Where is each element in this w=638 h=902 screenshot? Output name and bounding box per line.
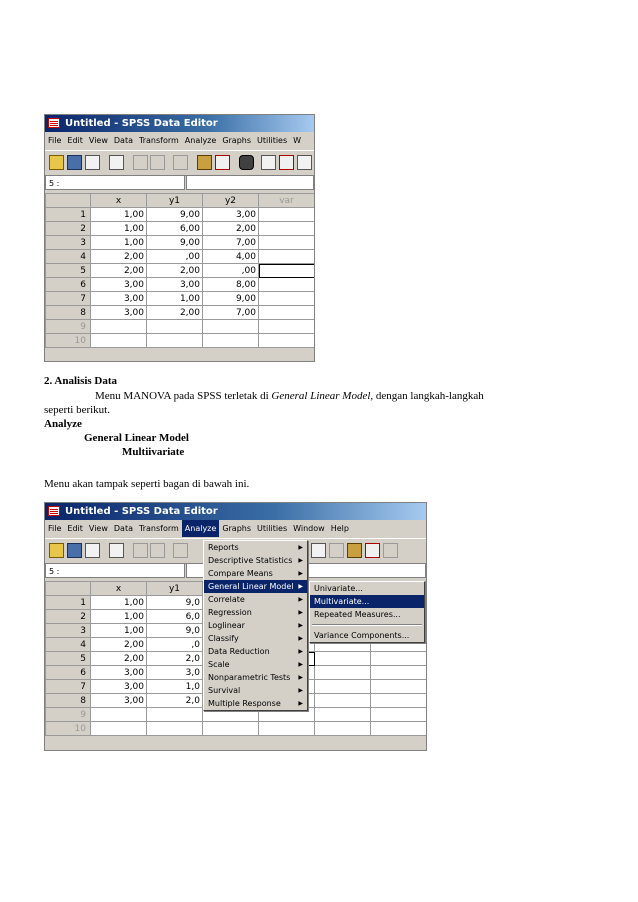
menu-data[interactable]: Data — [113, 524, 133, 533]
dialog-recall-icon[interactable] — [109, 543, 124, 558]
cell[interactable] — [147, 334, 203, 348]
menubar — [45, 132, 314, 149]
column-header[interactable]: var — [259, 194, 315, 208]
submenu-arrow-icon: ▶ — [298, 700, 303, 707]
row-number[interactable]: 1 — [46, 208, 91, 222]
column-header[interactable]: x — [91, 582, 147, 596]
column-header[interactable]: y1 — [147, 582, 203, 596]
menu-view[interactable]: View — [88, 524, 108, 533]
cell[interactable] — [203, 722, 259, 736]
cell[interactable] — [91, 708, 147, 722]
submenu-arrow-icon: ▶ — [298, 596, 303, 603]
submenu-arrow-icon: ▶ — [298, 544, 303, 551]
cell[interactable] — [259, 334, 315, 348]
cell[interactable] — [147, 722, 203, 736]
cell[interactable] — [371, 694, 427, 708]
menu-analyze[interactable]: Analyze — [182, 520, 220, 537]
spss-screenshot-2 — [44, 502, 427, 751]
cell[interactable]: 1,00 — [147, 292, 203, 306]
cell[interactable] — [259, 320, 315, 334]
row-number[interactable]: 3 — [46, 624, 91, 638]
table-row — [46, 250, 315, 264]
window-titlebar — [45, 503, 426, 520]
cell[interactable]: 2,0 — [147, 694, 203, 708]
table-row — [46, 222, 315, 236]
cell[interactable] — [91, 320, 147, 334]
cell[interactable]: 2,00 — [203, 222, 259, 236]
menu-window[interactable]: Window — [293, 524, 325, 533]
cell[interactable]: 3,00 — [91, 680, 147, 694]
menu-graphs[interactable]: Graphs — [222, 524, 252, 533]
select-cases-icon[interactable] — [347, 543, 362, 558]
toolbar — [45, 150, 314, 176]
insert-case-icon[interactable] — [261, 155, 276, 170]
cell[interactable]: 3,00 — [91, 666, 147, 680]
menu-data[interactable]: Data — [113, 136, 133, 145]
menu-separator — [312, 624, 422, 626]
row-number[interactable]: 9 — [46, 708, 91, 722]
submenu-arrow-icon: ▶ — [298, 570, 303, 577]
paragraph-line-2: seperti berikut. — [44, 404, 110, 416]
menu-item-label: Reports — [208, 543, 239, 552]
cell[interactable]: 1,00 — [91, 610, 147, 624]
cell[interactable] — [371, 708, 427, 722]
menu-edit[interactable]: Edit — [67, 524, 83, 533]
submenu-arrow-icon: ▶ — [298, 622, 303, 629]
table-row — [46, 208, 315, 222]
column-header[interactable]: y2 — [203, 194, 259, 208]
cell-editor[interactable] — [186, 175, 314, 190]
menu-utilities[interactable]: Utilities — [257, 136, 288, 145]
cell[interactable] — [315, 666, 371, 680]
table-row — [46, 236, 315, 250]
row-number[interactable]: 3 — [46, 236, 91, 250]
column-header[interactable]: y1 — [147, 194, 203, 208]
menu-item-multiple-response[interactable] — [204, 697, 307, 710]
cell[interactable]: 2,00 — [91, 264, 147, 278]
undo-icon[interactable] — [133, 543, 148, 558]
submenu-arrow-icon: ▶ — [298, 674, 303, 681]
step-general-linear-model: General Linear Model — [84, 432, 189, 444]
paragraph-text: dengan langkah-langkah — [373, 390, 484, 402]
cell[interactable] — [91, 334, 147, 348]
step-multivariate: Multiivariate — [122, 446, 185, 458]
row-number[interactable]: 8 — [46, 694, 91, 708]
menu-analyze[interactable]: Analyze — [184, 136, 217, 145]
cell[interactable]: 2,00 — [147, 264, 203, 278]
submenu-arrow-icon: ▶ — [298, 583, 303, 590]
cell[interactable]: 1,00 — [91, 236, 147, 250]
cell-reference: 5 : — [45, 563, 185, 578]
menu-item-data-reduction[interactable] — [204, 645, 307, 658]
cell[interactable] — [315, 652, 371, 666]
menu-edit[interactable]: Edit — [67, 136, 83, 145]
submenu-arrow-icon: ▶ — [298, 661, 303, 668]
row-number[interactable]: 8 — [46, 306, 91, 320]
menu-item-survival[interactable] — [204, 684, 307, 697]
menu-item-loglinear[interactable] — [204, 619, 307, 632]
menu-item-regression[interactable] — [204, 606, 307, 619]
menubar — [45, 520, 426, 536]
menu-item-label: General Linear Model — [208, 582, 294, 591]
cell[interactable]: ,0 — [147, 638, 203, 652]
spss-screenshot-1 — [44, 114, 315, 362]
menu-item-general-linear-model[interactable] — [204, 580, 307, 593]
cell[interactable]: 3,00 — [203, 208, 259, 222]
row-number[interactable]: 5 — [46, 264, 91, 278]
weight-cases-icon[interactable] — [329, 543, 344, 558]
row-number[interactable]: 4 — [46, 250, 91, 264]
cell[interactable]: 2,00 — [91, 250, 147, 264]
cell[interactable]: ,00 — [147, 250, 203, 264]
menu-item-label: Regression — [208, 608, 252, 617]
cell[interactable] — [259, 236, 315, 250]
cell[interactable]: 1,00 — [91, 596, 147, 610]
cell[interactable]: 3,00 — [147, 278, 203, 292]
spss-app-icon — [48, 506, 60, 516]
cell[interactable]: 6,0 — [147, 610, 203, 624]
submenu-item-multivariate[interactable]: Multivariate... — [310, 595, 424, 608]
submenu-item-variance-components[interactable]: Variance Components... — [314, 631, 410, 640]
row-number[interactable]: 7 — [46, 292, 91, 306]
use-sets-icon[interactable] — [383, 543, 398, 558]
menu-item-compare-means[interactable] — [204, 567, 307, 580]
paragraph-text: Menu MANOVA pada SPSS terletak di — [95, 390, 272, 402]
cell[interactable]: 6,00 — [147, 222, 203, 236]
cell[interactable] — [371, 680, 427, 694]
window-title: Untitled - SPSS Data Editor — [65, 118, 218, 129]
menu-utilities[interactable]: Utilities — [257, 524, 288, 533]
cell[interactable] — [147, 320, 203, 334]
section-heading: 2. Analisis Data — [44, 375, 118, 387]
analyze-menu — [203, 540, 308, 711]
goto-case-icon[interactable] — [197, 155, 212, 170]
paragraph-line-1 — [95, 390, 484, 403]
cell[interactable]: 9,00 — [203, 292, 259, 306]
cell[interactable]: 7,00 — [203, 236, 259, 250]
table-row — [46, 278, 315, 292]
cell[interactable]: 9,0 — [147, 596, 203, 610]
header-row — [46, 194, 315, 208]
cell[interactable]: 3,00 — [91, 292, 147, 306]
value-labels-icon[interactable] — [365, 543, 380, 558]
menu-item-label: Multiple Response — [208, 699, 281, 708]
submenu-item-repeated-measures[interactable]: Repeated Measures... — [314, 610, 401, 619]
row-number[interactable]: 2 — [46, 610, 91, 624]
cell[interactable] — [315, 680, 371, 694]
column-header[interactable]: x — [91, 194, 147, 208]
cell[interactable] — [259, 222, 315, 236]
print-icon[interactable] — [85, 543, 100, 558]
window-titlebar — [45, 115, 314, 132]
cell[interactable]: 3,00 — [91, 306, 147, 320]
menu-item-label: Nonparametric Tests — [208, 673, 291, 682]
cell[interactable] — [371, 652, 427, 666]
submenu-item-univariate[interactable]: Univariate... — [314, 584, 363, 593]
glm-submenu — [309, 581, 425, 643]
cell[interactable] — [259, 278, 315, 292]
menu-view[interactable]: View — [88, 136, 108, 145]
spss-app-icon — [48, 118, 60, 128]
dialog-recall-icon[interactable] — [109, 155, 124, 170]
insert-variable-icon[interactable] — [279, 155, 294, 170]
cell[interactable]: 1,00 — [91, 624, 147, 638]
cell[interactable]: 2,0 — [147, 652, 203, 666]
submenu-arrow-icon: ▶ — [298, 635, 303, 642]
menu-item-label: Survival — [208, 686, 241, 695]
menu-file[interactable]: File — [48, 524, 62, 533]
cell[interactable]: 4,00 — [203, 250, 259, 264]
cell[interactable] — [259, 722, 315, 736]
cell[interactable] — [203, 320, 259, 334]
row-number[interactable]: 7 — [46, 680, 91, 694]
cell[interactable] — [259, 250, 315, 264]
table-row — [46, 306, 315, 320]
cell[interactable]: 2,00 — [91, 652, 147, 666]
row-number[interactable]: 10 — [46, 722, 91, 736]
paragraph-italic: General Linear Model, — [271, 390, 374, 402]
menu-item-scale[interactable] — [204, 658, 307, 671]
menu-item-label: Classify — [208, 634, 239, 643]
cell[interactable]: 2,00 — [91, 638, 147, 652]
submenu-arrow-icon: ▶ — [298, 687, 303, 694]
row-number[interactable]: 2 — [46, 222, 91, 236]
menu-item-label: Data Reduction — [208, 647, 270, 656]
table-row — [46, 334, 315, 348]
menu-item-label: Correlate — [208, 595, 245, 604]
cell[interactable] — [371, 666, 427, 680]
cell[interactable] — [259, 306, 315, 320]
undo-icon[interactable] — [133, 155, 148, 170]
row-number[interactable]: 6 — [46, 278, 91, 292]
row-number[interactable]: 1 — [46, 596, 91, 610]
submenu-arrow-icon: ▶ — [298, 557, 303, 564]
menu-window[interactable]: W — [293, 136, 302, 145]
cell[interactable]: 2,00 — [147, 306, 203, 320]
goto-chart-icon[interactable] — [173, 543, 188, 558]
menu-file[interactable]: File — [48, 136, 62, 145]
cell[interactable] — [147, 708, 203, 722]
row-number[interactable]: 4 — [46, 638, 91, 652]
menu-item-descriptive-statistics[interactable] — [204, 554, 307, 567]
menu-item-label: Descriptive Statistics — [208, 556, 293, 565]
row-number[interactable]: 10 — [46, 334, 91, 348]
menu-item-correlate[interactable] — [204, 593, 307, 606]
caption: Menu akan tampak seperti bagan di bawah ini. — [44, 478, 250, 490]
cell[interactable] — [91, 722, 147, 736]
goto-chart-icon[interactable] — [173, 155, 188, 170]
cell[interactable]: 1,00 — [91, 222, 147, 236]
menu-item-label: Compare Means — [208, 569, 273, 578]
cell[interactable]: 3,00 — [91, 278, 147, 292]
save-icon[interactable] — [67, 543, 82, 558]
cell-reference: 5 : — [45, 175, 185, 190]
cell[interactable] — [371, 722, 427, 736]
print-icon[interactable] — [85, 155, 100, 170]
cell[interactable] — [203, 334, 259, 348]
menu-item-classify[interactable] — [204, 632, 307, 645]
cell[interactable]: 1,00 — [91, 208, 147, 222]
row-number[interactable]: 9 — [46, 320, 91, 334]
menu-graphs[interactable]: Graphs — [222, 136, 252, 145]
cell[interactable]: 8,00 — [203, 278, 259, 292]
corner-cell[interactable] — [46, 194, 91, 208]
cell[interactable]: 9,0 — [147, 624, 203, 638]
cell[interactable]: 9,00 — [147, 236, 203, 250]
table-row — [46, 320, 315, 334]
open-icon[interactable] — [49, 543, 64, 558]
step-analyze: Analyze — [44, 418, 82, 430]
cell[interactable]: 7,00 — [203, 306, 259, 320]
cell[interactable] — [315, 722, 371, 736]
cell[interactable]: ,00 — [203, 264, 259, 278]
menu-transform[interactable]: Transform — [138, 136, 179, 145]
selected-cell[interactable] — [259, 264, 315, 278]
data-grid — [45, 193, 315, 348]
cell[interactable]: 1,0 — [147, 680, 203, 694]
cell[interactable] — [315, 694, 371, 708]
menu-transform[interactable]: Transform — [138, 524, 179, 533]
corner-cell[interactable] — [46, 582, 91, 596]
table-row — [46, 292, 315, 306]
save-icon[interactable] — [67, 155, 82, 170]
menu-item-nonparametric-tests[interactable] — [204, 671, 307, 684]
cell[interactable]: 3,00 — [91, 694, 147, 708]
cell[interactable] — [259, 208, 315, 222]
split-file-icon[interactable] — [311, 543, 326, 558]
cell[interactable] — [259, 292, 315, 306]
menu-item-reports[interactable] — [204, 541, 307, 554]
split-file-icon[interactable] — [297, 155, 312, 170]
find-icon[interactable] — [239, 155, 254, 170]
table-row — [46, 722, 427, 736]
table-row — [46, 264, 315, 278]
variables-icon[interactable] — [215, 155, 230, 170]
row-number[interactable]: 5 — [46, 652, 91, 666]
menu-item-label: Loglinear — [208, 621, 245, 630]
submenu-arrow-icon: ▶ — [298, 609, 303, 616]
menu-item-label: Scale — [208, 660, 230, 669]
redo-icon[interactable] — [150, 155, 165, 170]
submenu-arrow-icon: ▶ — [298, 648, 303, 655]
window-title: Untitled - SPSS Data Editor — [65, 506, 218, 517]
redo-icon[interactable] — [150, 543, 165, 558]
cell[interactable]: 3,0 — [147, 666, 203, 680]
row-number[interactable]: 6 — [46, 666, 91, 680]
cell[interactable]: 9,00 — [147, 208, 203, 222]
open-icon[interactable] — [49, 155, 64, 170]
cell[interactable] — [315, 708, 371, 722]
menu-help[interactable]: Help — [330, 524, 349, 533]
